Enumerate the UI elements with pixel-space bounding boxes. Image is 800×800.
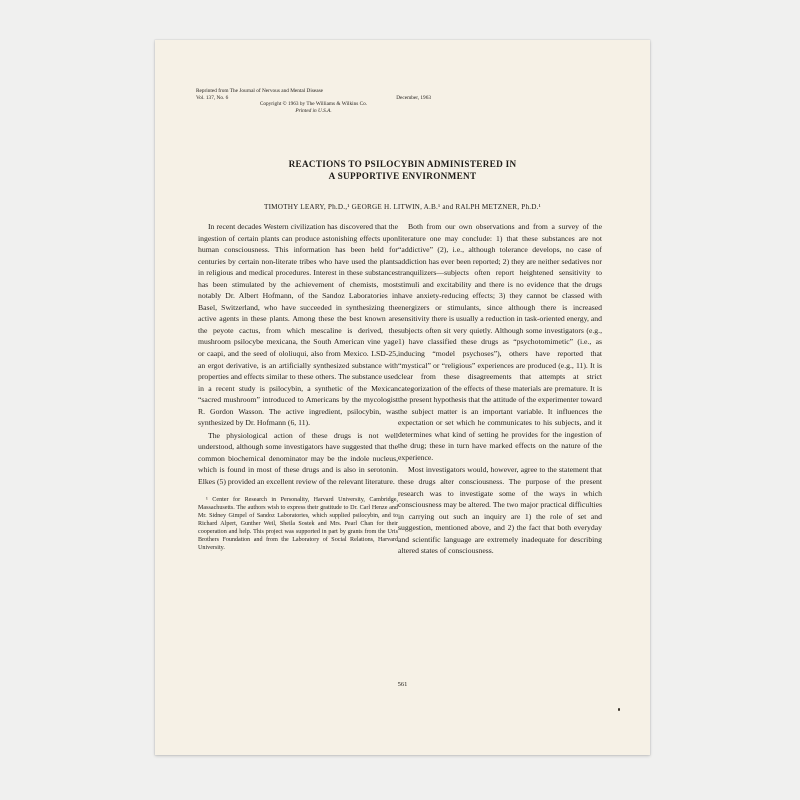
reprint-copyright: Copyright © 1963 by The Williams & Wilkins Co. <box>259 101 368 108</box>
reprint-notice <box>196 88 431 114</box>
title-line-1: REACTIONS TO PSILOCYBIN ADMINISTERED IN <box>288 159 517 169</box>
reprint-printed: Printed in U.S.A. <box>295 107 332 114</box>
title-line-2: A SUPPORTIVE ENVIRONMENT <box>328 171 477 181</box>
footnote <box>198 496 398 553</box>
body-paragraph-3: Both from our own observations and from a survey of the literature one may conclude: 1) that these substances are not “addictive” (2), i.e., although tolerance develops, no case of addiction has ever been reported; 2) they are neither sedatives nor tranquilizers—subjects often report heightened sensitivity to stimuli and excitability and there is no evidence that the drugs have anxiety-reducing effects; 3) they cannot be classed with energizers or stimulants, since although there is increased sensitivity there is usually a reduction in task-oriented energy, and subjects often sit very quietly. Although some investigators (e.g., 1) have classified these drugs as “psychotomimetic” (i.e., as inducing “model psychoses”), others have reported that “mystical” or “religious” experiences are produced (e.g., 11). It is clear from these disagreements that attempts at strict categorization of the effects of these materials are premature. It is the present hypothesis that the attitude of the experimenter toward the subject matter is an important variable. It influences the expectation or set which he communicates to his subjects, and it determines what kind of setting he provides for the ingestion of the drug; these in turn have marked effects on the nature of the experience. <box>398 222 602 462</box>
right-column <box>398 221 602 557</box>
body-paragraph-4: Most investigators would, however, agree to the statement that these drugs alter consciousness. The purpose of the present research was to investigate some of the ways in which consciousness may be altered. The two major practical difficulties in carrying out such an inquiry are 1) the role of set and suggestion, mentioned above, and 2) the fact that both everyday and scientific language are extremely inadequate for describing altered states of consciousness. <box>398 465 602 556</box>
page-number: 561 <box>397 681 408 688</box>
footnote-text: ¹ Center for Research in Personality, Harvard University, Cambridge, Massachusetts. The authors wish to express their gratitude to Dr. Carl Henze and Mr. Sidney Gimpel of Sandoz Laboratories, which supplied psilocybin, and to Richard Alpert, Gunther Weil, Sheila Sostek and Mrs. Pearl Chan for their cooperation and help. This project was supported in part by grants from the Uris Brothers Foundation and from the Laboratory of Social Relations, Harvard University. <box>198 496 398 552</box>
reprint-date: December, 1963 <box>396 94 431 101</box>
reprint-volume: Vol. 137, No. 6 <box>196 94 229 101</box>
article-title <box>215 158 590 182</box>
reprint-source: Reprinted from The Journal of Nervous and Mental Disease <box>196 88 323 94</box>
body-paragraph-1: In recent decades Western civilization has discovered that the ingestion of certain plants can produce astonishing effects upon human consciousness. This information has been held for centuries by certain non-literate tribes who have used the plants in religious and medical procedures. Interest in these substances has been stimulated by the achievement of chemists, most notably Dr. Albert Hofmann, of the Sandoz Laboratories in Basel, Switzerland, who have succeeded in synthesizing the active agents in these plants. Among these the best known are the peyote cactus, from which mescaline is derived, the mushroom psilocybe mexicana, the South American vine yage or caapi, and the seed of ololiuqui, also from Mexico. LSD-25, an ergot derivative, is an artificially synthesized substance with properties and effects similar to these others. The substance used in a recent study is psilocybin, a synthetic of the Mexican “sacred mushroom” introduced to Americans by the mycologist R. Gordon Wasson. The active ingredient, psilocybin, was synthesized by Dr. Hofmann (6, 11). <box>198 222 398 428</box>
ink-mark <box>618 708 620 711</box>
body-paragraph-2: The physiological action of these drugs is not well understood, although some investigators have suggested that the common biochemical denominator may be the indole nucleus, which is found in most of these drugs and is also in serotonin. Elkes (5) provided an excellent review of the relevant literature. <box>198 430 398 487</box>
left-column <box>198 221 398 552</box>
document-page <box>155 40 650 755</box>
author-line: TIMOTHY LEARY, Ph.D.,¹ GEORGE H. LITWIN, A.B.¹ and RALPH METZNER, Ph.D.¹ <box>263 203 541 211</box>
